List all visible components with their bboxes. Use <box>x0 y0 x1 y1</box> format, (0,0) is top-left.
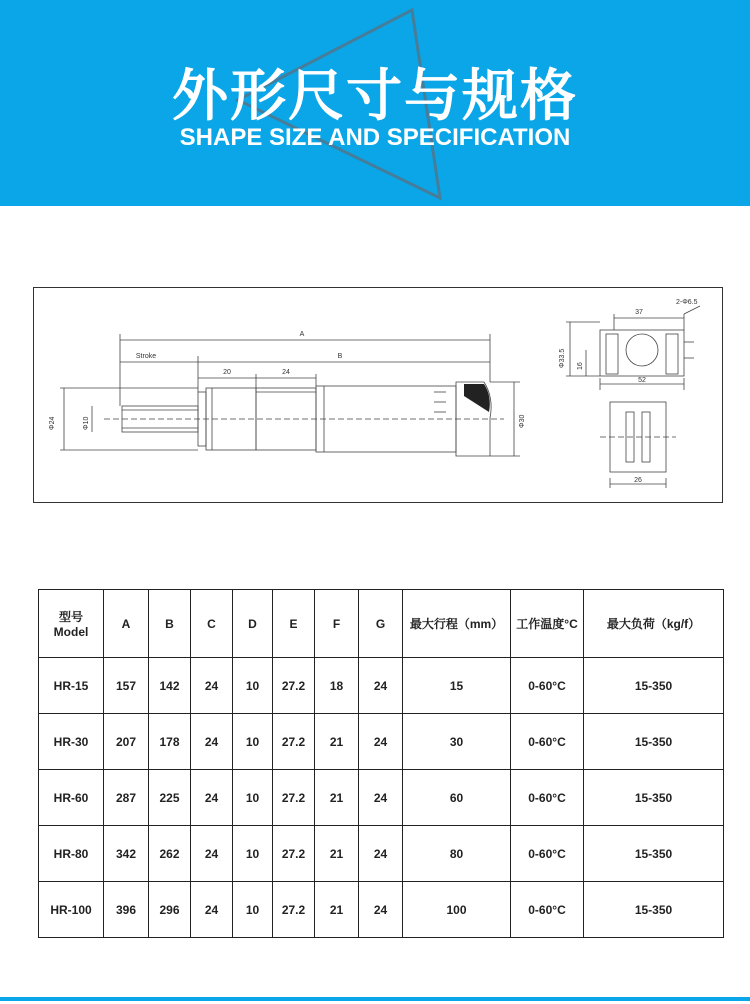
label-stroke: Stroke <box>135 353 157 360</box>
cell-a: 396 <box>104 882 149 938</box>
cell-stroke: 30 <box>403 714 511 770</box>
label-52: 52 <box>638 377 646 384</box>
cell-d: 10 <box>233 658 273 714</box>
cell-stroke: 80 <box>403 826 511 882</box>
cell-model: HR-80 <box>39 826 104 882</box>
label-dia24: Φ24 <box>49 416 56 430</box>
header-model-cn: 型号 <box>58 610 83 624</box>
spec-table <box>38 589 724 938</box>
cell-load: 15-350 <box>584 770 724 826</box>
header-c: C <box>191 590 233 658</box>
label-37: 37 <box>635 309 643 316</box>
header-model-en: Model <box>53 625 89 639</box>
cell-a: 342 <box>104 826 149 882</box>
table-row <box>39 770 724 826</box>
cell-b: 225 <box>149 770 191 826</box>
table-row <box>39 658 724 714</box>
cell-load: 15-350 <box>584 714 724 770</box>
label-dia10: Φ10 <box>83 416 90 430</box>
label-dia30: Φ30 <box>519 414 526 428</box>
cell-b: 262 <box>149 826 191 882</box>
cell-a: 207 <box>104 714 149 770</box>
label-h335: Φ33.5 <box>559 348 566 368</box>
cell-g: 24 <box>359 770 403 826</box>
label-24: 24 <box>282 369 290 376</box>
cell-c: 24 <box>191 658 233 714</box>
cell-model: HR-60 <box>39 770 104 826</box>
header-stroke: 最大行程（mm） <box>403 590 511 658</box>
header-model <box>39 590 104 658</box>
cell-f: 21 <box>315 714 359 770</box>
cell-c: 24 <box>191 882 233 938</box>
cell-model: HR-15 <box>39 658 104 714</box>
cell-stroke: 100 <box>403 882 511 938</box>
cell-temp: 0-60°C <box>511 882 584 938</box>
label-20: 20 <box>223 369 231 376</box>
cell-e: 27.2 <box>273 770 315 826</box>
cell-g: 24 <box>359 658 403 714</box>
cell-e: 27.2 <box>273 658 315 714</box>
cell-a: 287 <box>104 770 149 826</box>
header-f: F <box>315 590 359 658</box>
cell-d: 10 <box>233 826 273 882</box>
header-banner <box>0 0 750 206</box>
page-subtitle: SHAPE SIZE AND SPECIFICATION <box>179 124 571 151</box>
cell-c: 24 <box>191 714 233 770</box>
table-header-row <box>39 590 724 658</box>
cell-c: 24 <box>191 826 233 882</box>
cell-temp: 0-60°C <box>511 714 584 770</box>
cell-b: 142 <box>149 658 191 714</box>
bottom-divider <box>0 997 750 1001</box>
label-holes: 2-Φ6.5 <box>676 299 698 306</box>
header-a: A <box>104 590 149 658</box>
cell-temp: 0-60°C <box>511 770 584 826</box>
cell-f: 21 <box>315 826 359 882</box>
cell-b: 178 <box>149 714 191 770</box>
cell-load: 15-350 <box>584 658 724 714</box>
cell-stroke: 15 <box>403 658 511 714</box>
header-d: D <box>233 590 273 658</box>
header-e: E <box>273 590 315 658</box>
cell-a: 157 <box>104 658 149 714</box>
header-load: 最大负荷（kg/f） <box>584 590 724 658</box>
table-row <box>39 826 724 882</box>
cell-d: 10 <box>233 770 273 826</box>
cell-c: 24 <box>191 770 233 826</box>
cell-temp: 0-60°C <box>511 826 584 882</box>
table-row <box>39 882 724 938</box>
cell-g: 24 <box>359 882 403 938</box>
cell-d: 10 <box>233 882 273 938</box>
cell-b: 296 <box>149 882 191 938</box>
page-title: 外形尺寸与规格 <box>172 64 578 129</box>
header-temp: 工作温度°C <box>511 590 584 658</box>
header-g: G <box>359 590 403 658</box>
cell-stroke: 60 <box>403 770 511 826</box>
cell-f: 21 <box>315 882 359 938</box>
cell-temp: 0-60°C <box>511 658 584 714</box>
cell-f: 21 <box>315 770 359 826</box>
technical-drawing <box>33 287 723 503</box>
label-h16: 16 <box>577 362 584 370</box>
cell-f: 18 <box>315 658 359 714</box>
cell-load: 15-350 <box>584 882 724 938</box>
label-a: A <box>299 331 305 338</box>
cell-e: 27.2 <box>273 714 315 770</box>
header-b: B <box>149 590 191 658</box>
label-26: 26 <box>634 477 642 484</box>
cell-e: 27.2 <box>273 882 315 938</box>
table-row <box>39 714 724 770</box>
cell-g: 24 <box>359 714 403 770</box>
cell-e: 27.2 <box>273 826 315 882</box>
cell-model: HR-30 <box>39 714 104 770</box>
cell-d: 10 <box>233 714 273 770</box>
cell-load: 15-350 <box>584 826 724 882</box>
label-b: B <box>337 353 343 360</box>
cell-model: HR-100 <box>39 882 104 938</box>
cell-g: 24 <box>359 826 403 882</box>
dimension-drawing <box>34 288 722 502</box>
